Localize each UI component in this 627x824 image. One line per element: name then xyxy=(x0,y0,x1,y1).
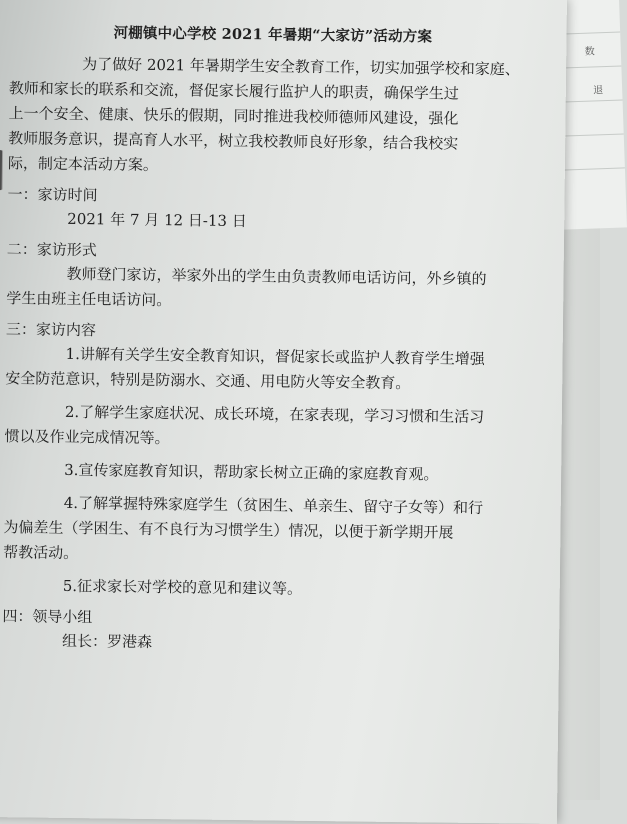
background-side-text: 数 xyxy=(584,46,596,58)
intro-line: 际，制定本活动方案。 xyxy=(7,154,159,175)
content-item-line: 5.征求家长对学校的意见和建议等。 xyxy=(62,576,303,598)
section-heading-time: 一：家访时间 xyxy=(7,185,98,205)
document-title: 河棚镇中心学校 2021 年暑期“大家访”活动方案 xyxy=(113,24,433,46)
intro-line: 教师和家长的联系和交流，督促家长履行监护人的职责，确保学生过 xyxy=(8,79,459,103)
content-item-line: 1.讲解有关学生安全教育知识，督促家长或监护人教育学生增强 xyxy=(65,344,485,369)
content-item-line: 3.宣传家庭教育知识，帮助家长树立正确的家庭教育观。 xyxy=(64,460,439,484)
document-body xyxy=(2,20,520,659)
staple-mark xyxy=(0,150,2,190)
form-line: 学生由班主任电话访问。 xyxy=(6,289,172,310)
intro-line: 为了做好 2021 年暑期学生安全教育工作，切实加强学校和家庭、 xyxy=(82,55,520,79)
background-side-text: 退 xyxy=(593,85,604,97)
section-heading-leadership: 四：领导小组 xyxy=(2,607,93,627)
intro-line: 教师服务意识，提高育人水平，树立我校教师良好形象，结合我校实 xyxy=(8,129,459,153)
content-item-line: 惯以及作业完成情况等。 xyxy=(4,427,170,448)
content-item-line: 安全防范意识，特别是防溺水、交通、用电防火等安全教育。 xyxy=(5,369,411,393)
form-line: 教师登门家访，举家外出的学生由负责教师电话访问，外乡镇的 xyxy=(66,264,487,289)
content-item-line: 为偏差生（学困生、有不良行为习惯学生）情况，以便于新学期开展 xyxy=(3,518,454,542)
content-item-line: 2.了解学生家庭状况、成长环境，在家表现，学习习惯和生活习 xyxy=(64,402,485,427)
intro-line: 上一个安全、健康、快乐的假期，同时推进我校师德师风建设，强化 xyxy=(8,104,459,128)
leader-line: 组长：罗港森 xyxy=(61,631,153,652)
content-item-line: 帮教活动。 xyxy=(3,543,79,563)
background-rule xyxy=(555,167,625,170)
visit-time: 2021 年 7 月 12 日-13 日 xyxy=(67,209,247,231)
content-item-line: 4.了解掌握特殊家庭学生（贫困生、单亲生、留守子女等）和行 xyxy=(63,493,484,518)
section-heading-content: 三：家访内容 xyxy=(5,320,97,340)
section-heading-form: 二：家访形式 xyxy=(6,240,97,260)
